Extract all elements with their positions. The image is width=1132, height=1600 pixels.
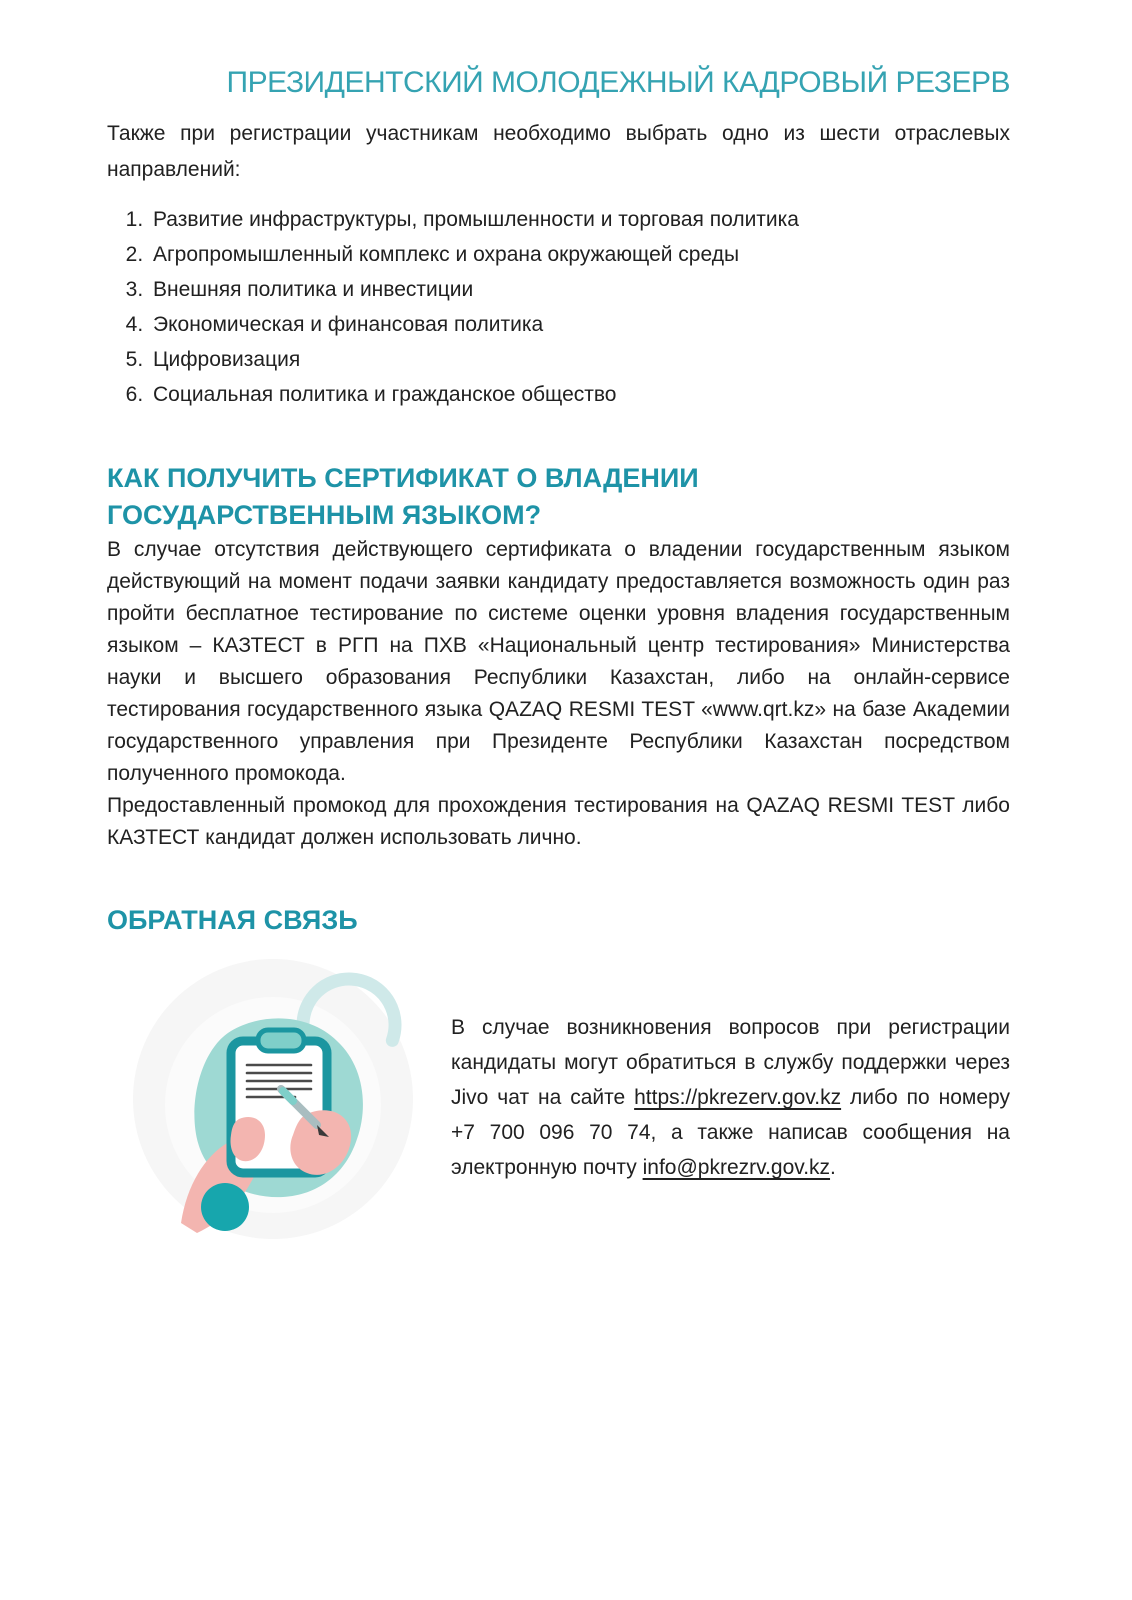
feedback-text-before: В случае возникновения вопросов при регистрации кандидаты могут обратиться в службу поддержки через Jivo чат на сайте [451,1016,1010,1109]
feedback-text-between: либо по номеру +7 700 096 70 74, а также написав сообщения на электронную почту [451,1086,1010,1179]
direction-item [149,272,1010,307]
clipboard-clip [258,1030,304,1051]
section-heading-certificate: КАК ПОЛУЧИТЬ СЕРТИФИКАТ О ВЛАДЕНИИ ГОСУДАРСТВЕННЫМ ЯЗЫКОМ? [107,463,699,530]
direction-item [149,342,1010,377]
certificate-paragraph-2: Предоставленный промокод для прохождения тестирования на QAZAQ RESMI TEST либо КАЗТЕСТ кандидат должен использовать лично. [107,794,1010,849]
direction-item [149,377,1010,412]
feedback-text-after: . [830,1156,836,1179]
direction-item-label: Внешняя политика и инвестиции [153,278,474,301]
feedback-section [107,953,1010,1253]
email-link[interactable]: info@pkrezrv.gov.kz [642,1156,831,1179]
direction-item-label: Социальная политика и гражданское общество [153,383,617,406]
direction-item [149,237,1010,272]
direction-item-label: Агропромышленный комплекс и охрана окружающей среды [153,243,740,266]
feedback-paragraph [451,974,1010,1185]
direction-item-label: Цифровизация [153,348,301,371]
intro-paragraph: Также при регистрации участникам необходимо выбрать одно из шести отраслевых направлений: [107,122,1010,181]
section-heading-feedback: ОБРАТНАЯ СВЯЗЬ [107,905,358,935]
site-link[interactable]: https://pkrezerv.gov.kz [634,1086,842,1109]
direction-item-label: Экономическая и финансовая политика [153,313,544,336]
direction-item-label: Развитие инфраструктуры, промышленности и торговая политика [153,208,799,231]
clipboard-checklist-illustration [113,953,433,1253]
teal-dot [201,1183,249,1231]
page-title: ПРЕЗИДЕНТСКИЙ МОЛОДЕЖНЫЙ КАДРОВЫЙ РЕЗЕРВ [226,66,1010,99]
direction-item [149,307,1010,342]
certificate-paragraph-1: В случае отсутствия действующего сертификата о владении государственным языком действующий на момент подачи заявки кандидату предоставляется возможность один раз пройти бесплатное тестирование по системе оценки уровня владения государственным языком – КАЗТЕСТ в РГП на ПХВ «Национальный центр тестирования» Министерства науки и высшего образования Республики Казахстан, либо на онлайн-сервисе тестирования государственного языка QAZAQ RESMI TEST «www.qrt.kz» на базе Академии государственного управления при Президенте Республики Казахстан посредством полученного промокода. [107,538,1010,785]
directions-list [107,202,1010,412]
direction-item [149,202,1010,237]
